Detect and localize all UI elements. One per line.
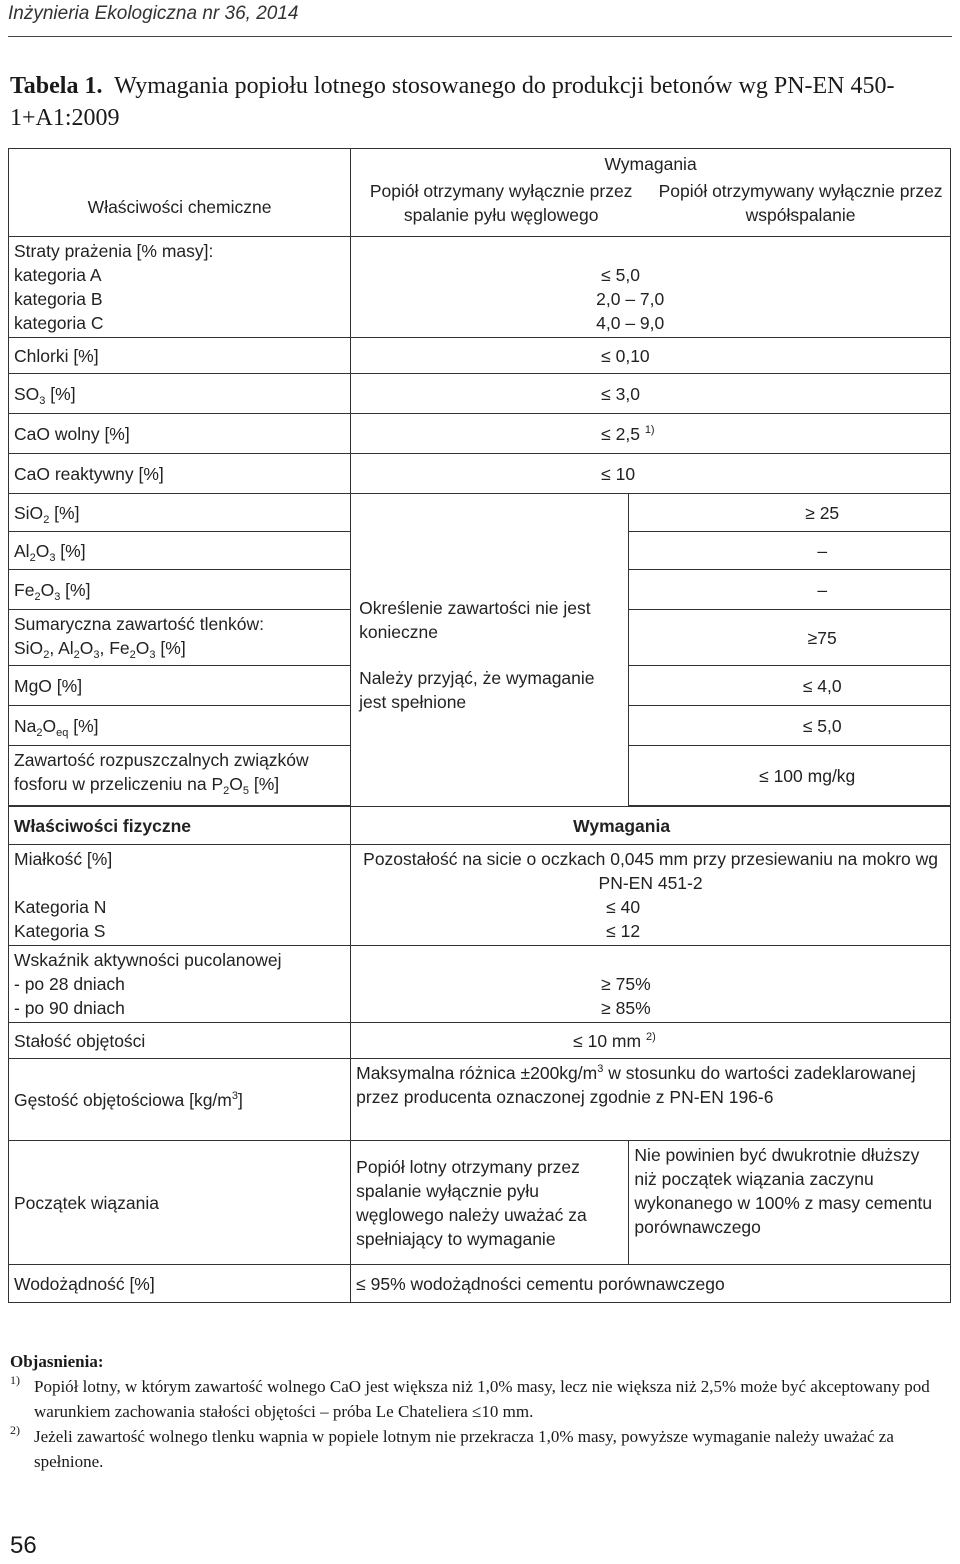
caption-label: Tabela 1. [10,73,103,99]
loss-val-c: 4,0 – 9,0 [596,313,665,333]
fe2o3-label: $Fe_2O_3$ [%] [9,570,351,610]
fineness-cat-s: Kategoria S [14,921,106,941]
assumed-text: Należy przyjąć, że wymaganie jest spełnione [359,668,595,712]
footnote-2-text: Jeżeli zawartość wolnego tlenku wapnia w popiele lotnym nie przekracza 1,0% masy, powyższe wymaganie należy uważać za spełnione. [34,1427,894,1471]
sum-oxides-value: ≥75 [629,610,951,666]
sum-oxides-label [9,610,351,666]
requirements-table [8,148,951,1303]
activity-label: Wskaźnik aktywności pucolanowej [14,950,282,970]
phosphorus-label: Zawartość rozpuszczalnych związków fosforu w przeliczeniu na $P_2O_5$ [%] [9,746,351,806]
loss-values-cell [351,237,951,338]
phosphorus-text: Zawartość rozpuszczalnych związków fosforu w przeliczeniu na P [14,750,309,794]
activity-90d-value: ≥ 85% [601,998,651,1018]
table-row [9,237,951,338]
density-text: Gęstość objętościowa [kg/m [14,1089,232,1110]
water-value: ≤ 95% wodożądności cementu porównawczego [351,1265,951,1303]
fineness-desc: Pozostałość na sicie o oczkach 0,045 mm przy przesiewaniu na mokro wg PN-EN 451-2 [363,849,938,893]
activity-values-cell [351,946,951,1023]
table-row [9,374,951,414]
table-row [9,494,951,532]
setting-left: Popiół lotny otrzymany przez spalanie wyłącznie pyłu węglowego należy uważać za spełniający to wymaganie [351,1141,629,1265]
loss-label-cell [9,237,351,338]
fineness-cat-n-value: ≤ 40 [606,897,641,917]
density-unit: ] [238,1089,243,1110]
density-value-a: Maksymalna różnica ±200kg/m [356,1063,598,1083]
al2o3-value: – [629,532,951,570]
footnote-2-mark: 2) [10,1423,20,1437]
soundness-label: Stałość objętości [9,1023,351,1059]
so3-text: SO [14,383,40,404]
fineness-cat-s-value: ≤ 12 [606,921,641,941]
footnotes [10,1349,955,1474]
table-row [9,1265,951,1303]
footnote-1-mark: 1) [10,1373,20,1387]
requirements-title: Wymagania [604,154,697,174]
so3-label [9,374,351,414]
table-row [9,1059,951,1141]
chem-header-cell [9,149,351,237]
activity-28d-value: ≥ 75% [601,974,651,994]
activity-28d: - po 28 dniach [14,974,125,994]
phosphorus-value: ≤ 100 mg/kg [629,746,951,806]
setting-right: Nie powinien być dwukrotnie dłuższy niż początek wiązania zaczynu wykonanego w 100% z masy cementu porównawczego [629,1141,951,1265]
table-row [9,1023,951,1059]
chloride-label: Chlorki [%] [9,338,351,374]
na2o-sub: eq [56,726,69,739]
phys-header-row [9,807,951,845]
density-value-b: w stosunku do wartości zadeklarowanej przez producenta oznaczonej zgodnie z PN-EN 196-6 [356,1063,916,1107]
fe2o3-value: – [629,570,951,610]
mgo-value: ≤ 4,0 [629,666,951,706]
footnote-1 [10,1374,955,1424]
footnote-2 [10,1424,955,1474]
chloride-value: ≤ 0,10 [351,338,951,374]
cocombustion-header: Popiół otrzymywany wyłącznie przez współspalanie [658,181,943,225]
activity-label-cell [9,946,351,1023]
na2o-value: ≤ 5,0 [629,706,951,746]
chem-header: Właściwości chemiczne [87,196,272,217]
cao-free-value-cell [351,414,951,454]
soundness-value-cell [351,1023,951,1059]
so3-unit: [%] [45,383,76,404]
table-row [9,946,951,1023]
density-value: Maksymalna różnica $\pm 200kg/m^3$ w stosunku do wartości zadeklarowanej przez producenta oznaczonej zgodnie z PN-EN 196-6 [351,1059,951,1141]
so3-sub: 3 [39,394,46,407]
na2o-label: $Na_2O_{eq}$ [%] [9,706,351,746]
so3-value: ≤ 3,0 [351,374,951,414]
coal-only-header: Popiół otrzymany wyłącznie przez spalanie pyłu węglowego [369,181,633,225]
phys-header: Właściwości fizyczne [9,807,351,845]
cao-free-label: CaO wolny [%] [9,414,351,454]
not-required-cell [351,494,629,807]
loss-val-b: 2,0 – 7,0 [596,289,665,309]
sio2-label: SiO$_2$ [%] [9,494,351,532]
fineness-cat-n: Kategoria N [14,897,107,917]
loss-cat-c: kategoria C [14,313,104,333]
table-row [9,454,951,494]
cao-reactive-value: ≤ 10 [351,454,951,494]
fineness-label-cell [9,845,351,946]
requirements-header-cell [351,149,951,237]
density-label [9,1059,351,1141]
table-row [9,845,951,946]
notes-title: Objasnienia: [10,1352,104,1371]
cao-reactive-label: CaO reaktywny [%] [9,454,351,494]
caption-text: Wymagania popiołu lotnego stosowanego do produkcji betonów wg PN-EN 450-1+A1:2009 [10,73,895,131]
table-header-row [9,149,951,237]
soundness-note: 2) [645,1030,656,1043]
footnote-1-text: Popiół lotny, w którym zawartość wolnego CaO jest większa niż 1,0% masy, lecz nie większa niż 2,5% może być akceptowany pod warunkiem zachowania stałości objętości – próba Le Chateliera ≤10 mm. [34,1377,930,1421]
water-label: Wodożądność [%] [9,1265,351,1303]
table-row [9,338,951,374]
journal-header: Inżynieria Ekologiczna nr 36, 2014 [8,3,299,24]
sum-oxides-text: Sumaryczna zawartość tlenków: [14,614,264,634]
table-caption [10,70,950,134]
page-number: 56 [10,1532,37,1559]
loss-val-a: ≤ 5,0 [601,265,640,285]
sio2-value: ≥ 25 [629,494,951,532]
loss-label: Straty prażenia [% masy]: [14,241,214,261]
fineness-label: Miałkość [%] [14,849,113,869]
mgo-label: MgO [%] [9,666,351,706]
header-rule [8,36,952,37]
activity-90d: - po 90 dniach [14,998,125,1018]
phys-requirements: Wymagania [351,807,951,845]
cao-free-value: ≤ 2,5 [601,423,640,444]
table-row [9,414,951,454]
table-row [9,1141,951,1265]
al2o3-label: $Al_2O_3$ [%] [9,532,351,570]
fineness-values-cell [351,845,951,946]
loss-cat-a: kategoria A [14,265,102,285]
loss-cat-b: kategoria B [14,289,103,309]
not-required-text: Określenie zawartości nie jest konieczne [359,598,591,642]
cao-free-note: 1) [644,423,655,436]
density-sup: 3 [231,1089,238,1102]
sum-oxides-formula: SiO$_2$, $Al_2O_3$, $Fe_2O_3$ [%] [14,638,186,661]
setting-label: Początek wiązania [9,1141,351,1265]
soundness-value: ≤ 10 mm [573,1030,642,1051]
